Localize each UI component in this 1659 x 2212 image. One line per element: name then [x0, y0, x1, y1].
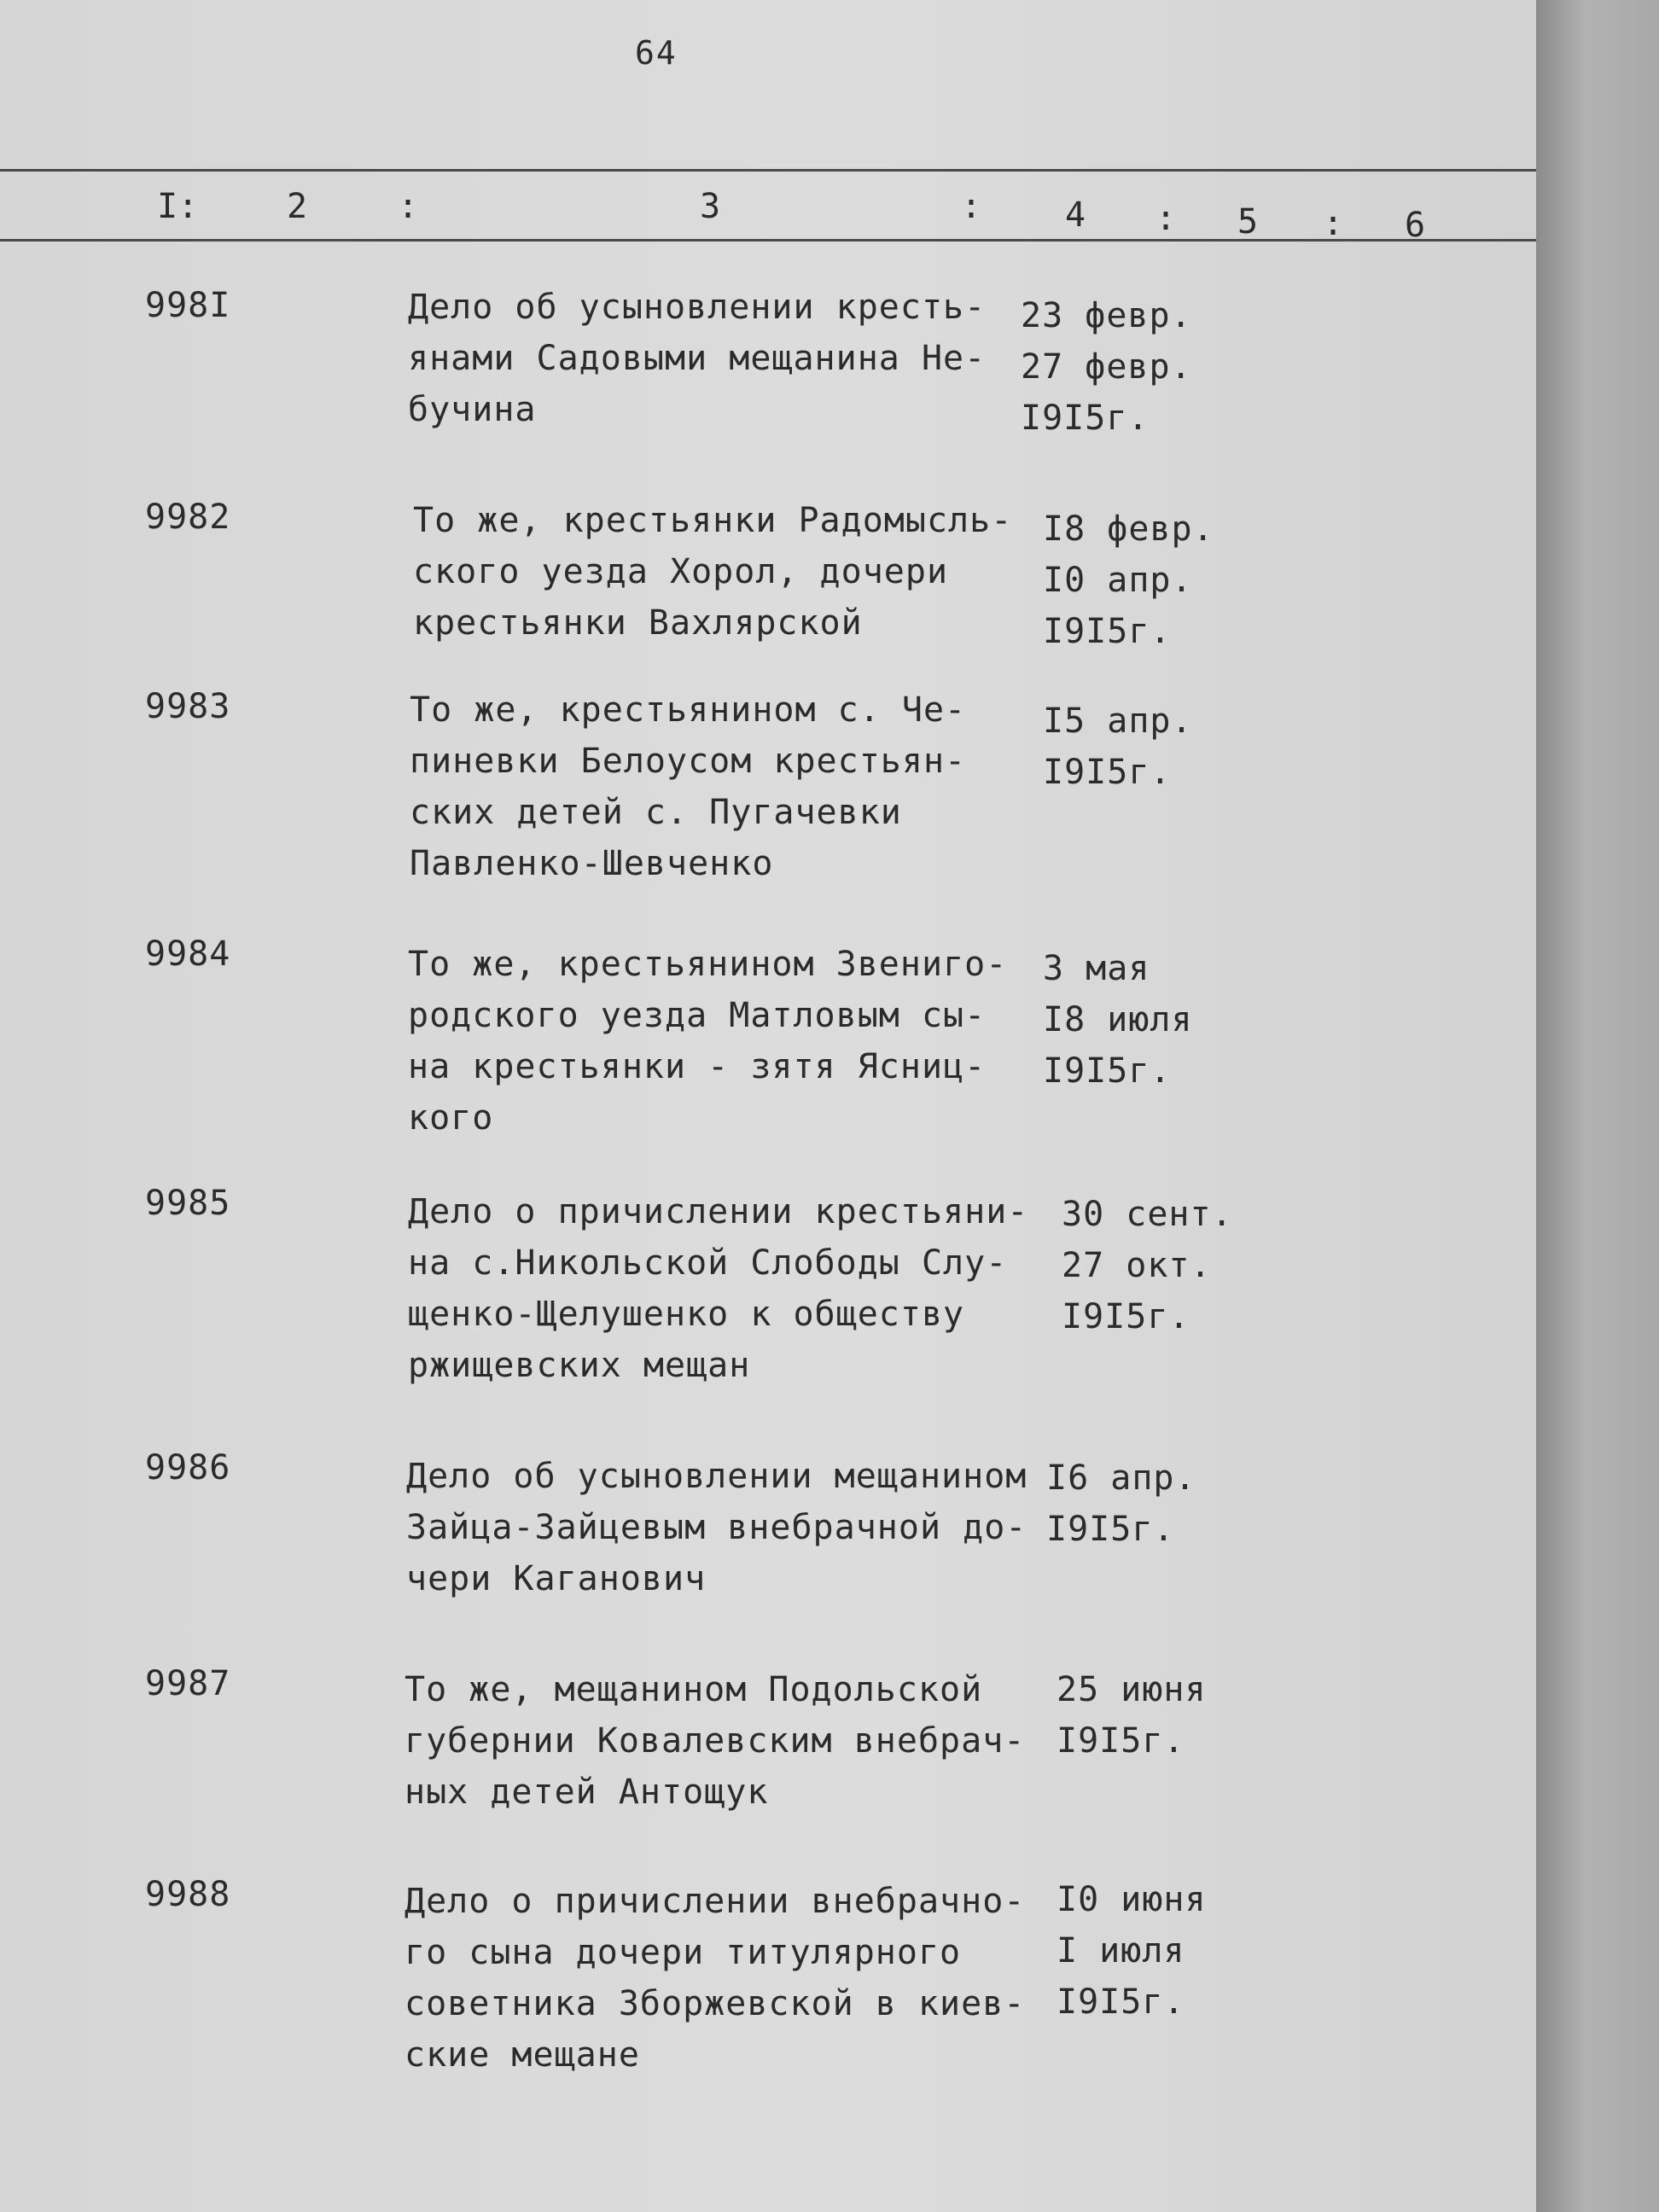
record-number: 998I: [145, 286, 231, 325]
description-line: Дело об усыновлении мещанином: [406, 1457, 1027, 1496]
record-description: [405, 1876, 1036, 2081]
description-line: родского уезда Матловым сы-: [408, 996, 987, 1035]
column-header-6: 6: [1405, 206, 1426, 245]
date-line: I9I5г.: [1043, 612, 1172, 651]
description-line: Дело о причислении внебрачно-: [405, 1882, 1026, 1921]
date-line: I6 апр.: [1046, 1458, 1196, 1498]
description-line: пиневки Белоусом крестьян-: [410, 742, 967, 781]
description-line: Зайца-Зайцевым внебрачной до-: [406, 1508, 1027, 1547]
date-line: 27 окт.: [1062, 1246, 1212, 1285]
record-number: 9985: [145, 1184, 231, 1223]
description-line: Павленко-Шевченко: [410, 844, 774, 883]
description-line: То же, крестьянином с. Че-: [410, 690, 967, 730]
record-description: [413, 495, 1045, 649]
description-line: советника Зборжевской в киев-: [405, 1984, 1026, 2023]
description-line: То же, мещанином Подольской: [405, 1670, 983, 1709]
record-number: 9986: [145, 1448, 231, 1487]
column-separator: :: [398, 187, 419, 226]
description-line: го сына дочери титулярного: [405, 1933, 962, 1972]
column-header-3: 3: [700, 187, 721, 226]
column-header-5: 5: [1237, 202, 1259, 242]
description-line: крестьянки Вахлярской: [413, 603, 863, 643]
record-description: [406, 1451, 1038, 1604]
header-bottom-rule: [0, 239, 1536, 242]
record-dates: [1057, 1874, 1270, 2028]
date-line: 25 июня: [1057, 1670, 1207, 1709]
record-number: 9988: [145, 1875, 231, 1914]
date-line: I8 июля: [1043, 1000, 1193, 1039]
column-separator: :: [1155, 199, 1177, 238]
column-header-1: I:: [157, 187, 199, 226]
record-dates: [1062, 1189, 1275, 1342]
date-line: 27 февр.: [1021, 347, 1192, 387]
description-line: Дело о причислении крестьяни-: [408, 1192, 1029, 1231]
date-line: 30 сент.: [1062, 1195, 1233, 1234]
record-number: 9983: [145, 687, 231, 726]
description-line: губернии Ковалевским внебрач-: [405, 1721, 1026, 1761]
record-dates: [1021, 290, 1234, 444]
description-line: на с.Никольской Слободы Слу-: [408, 1243, 1008, 1283]
page-edge-background: [1536, 0, 1659, 2212]
record-description: [408, 939, 1039, 1144]
date-line: I9I5г.: [1043, 1051, 1172, 1091]
record-description: [408, 282, 1039, 435]
date-line: I июля: [1057, 1931, 1185, 1970]
date-line: I5 апр.: [1043, 701, 1193, 741]
description-line: То же, крестьянином Звениго-: [408, 945, 1008, 984]
date-line: I9I5г.: [1046, 1510, 1175, 1549]
header-top-rule: [0, 169, 1536, 172]
record-description: [410, 684, 1041, 889]
description-line: кого: [408, 1098, 494, 1138]
record-number: 9987: [145, 1664, 231, 1703]
description-line: Дело об усыновлении кресть-: [408, 288, 987, 327]
column-header-2: 2: [287, 187, 308, 226]
date-line: I0 апр.: [1043, 561, 1193, 600]
date-line: I9I5г.: [1062, 1297, 1190, 1336]
description-line: То же, крестьянки Радомысль-: [413, 501, 1013, 540]
description-line: ского уезда Хорол, дочери: [413, 552, 949, 591]
record-dates: [1043, 696, 1256, 798]
description-line: ских детей с. Пугачевки: [410, 793, 902, 832]
date-line: I8 февр.: [1043, 509, 1214, 549]
description-line: на крестьянки - зятя Ясниц-: [408, 1047, 987, 1086]
date-line: 23 февр.: [1021, 296, 1192, 335]
description-line: ские мещане: [405, 2035, 640, 2075]
column-separator: :: [1323, 204, 1344, 243]
description-line: щенко-Щелушенко к обществу: [408, 1295, 965, 1334]
column-header-4: 4: [1065, 195, 1086, 235]
record-number: 9982: [145, 498, 231, 537]
description-line: бучина: [408, 390, 537, 429]
record-number: 9984: [145, 934, 231, 974]
description-line: ных детей Антощук: [405, 1773, 769, 1812]
record-dates: [1043, 943, 1256, 1097]
date-line: I9I5г.: [1057, 1721, 1185, 1761]
description-line: чери Каганович: [406, 1559, 707, 1598]
date-line: 3 мая: [1043, 949, 1150, 988]
date-line: I9I5г.: [1043, 753, 1172, 792]
description-line: янами Садовыми мещанина Не-: [408, 339, 987, 378]
date-line: I9I5г.: [1021, 399, 1150, 438]
record-dates: [1046, 1452, 1260, 1555]
page-number: 64: [635, 34, 678, 72]
record-description: [408, 1186, 1039, 1391]
date-line: I9I5г.: [1057, 1982, 1185, 2022]
date-line: I0 июня: [1057, 1880, 1207, 1919]
column-separator: :: [961, 187, 982, 226]
record-dates: [1057, 1664, 1270, 1767]
record-dates: [1043, 504, 1256, 657]
description-line: ржищевских мещан: [408, 1346, 751, 1385]
record-description: [405, 1664, 1036, 1818]
